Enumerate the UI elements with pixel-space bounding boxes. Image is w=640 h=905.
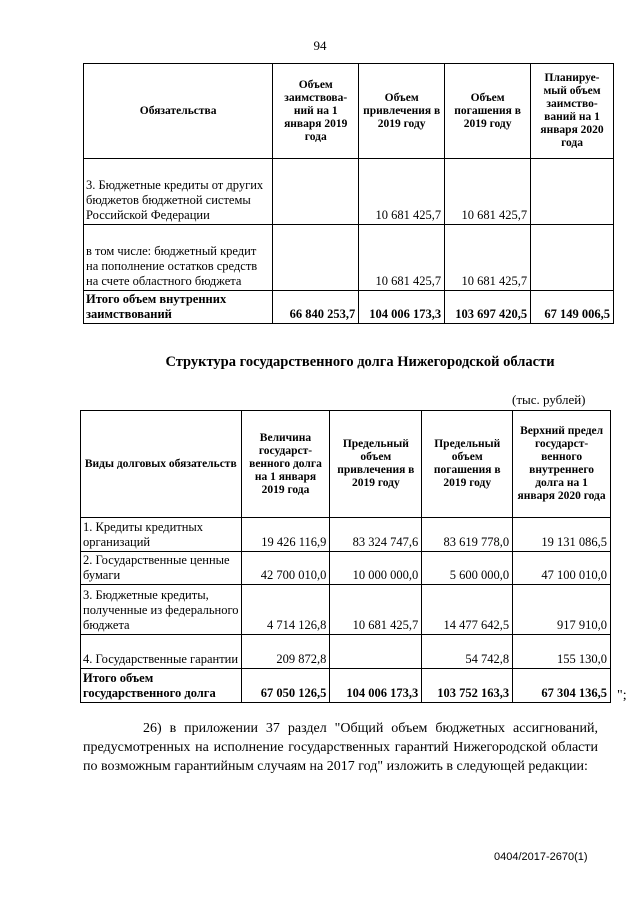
cell-value: 19 131 086,5 (513, 518, 611, 552)
borrowings-table (83, 63, 614, 324)
cell-value: 10 681 425,7 (445, 159, 531, 225)
column-header: Предельный объем погашения в 2019 году (422, 411, 513, 518)
cell-value: 103 697 420,5 (445, 291, 531, 324)
unit-note: (тыс. рублей) (512, 392, 586, 407)
cell-value: 19 426 116,9 (241, 518, 330, 552)
row-label: в том числе: бюджетный кредит на пополнение остатков средств на счете областного бюджета (84, 225, 273, 291)
cell-value: 10 681 425,7 (330, 585, 422, 635)
cell-value (531, 159, 614, 225)
cell-value: 14 477 642,5 (422, 585, 513, 635)
column-header: Объем заимствова- ний на 1 января 2019 года (273, 64, 359, 159)
column-header: Виды долговых обязательств (81, 411, 242, 518)
cell-value (273, 159, 359, 225)
cell-value: 917 910,0 (513, 585, 611, 635)
row-label: Итого объем внутренних заимствований (84, 291, 273, 324)
closing-quote: "; (617, 688, 627, 703)
debt-structure-table (80, 410, 611, 703)
row-label: 4. Государственные гарантии (81, 635, 242, 669)
table-row (81, 518, 611, 552)
column-header: Планируе- мый объем заимство- ваний на 1 января 2020 года (531, 64, 614, 159)
cell-value: 4 714 126,8 (241, 585, 330, 635)
cell-value (273, 225, 359, 291)
row-label: 3. Бюджетные кредиты, полученные из федерального бюджета (81, 585, 242, 635)
cell-value: 67 304 136,5 (513, 669, 611, 703)
table-row (84, 159, 614, 225)
row-label: Итого объем государственного долга (81, 669, 242, 703)
column-header: Объем привлечения в 2019 году (359, 64, 445, 159)
column-header: Обязательства (84, 64, 273, 159)
table-row (84, 225, 614, 291)
body-paragraph (83, 719, 598, 776)
paragraph-text: 26) в приложении 37 раздел "Общий объем бюджетных ассигнований, предусмотренных на исполнение государственных гарантий Нижегородской области по возможным гарантийным случаям на 2017 год" изложить в следующей редакции: (83, 721, 598, 774)
cell-value: 66 840 253,7 (273, 291, 359, 324)
row-label: 1. Кредиты кредитных организаций (81, 518, 242, 552)
cell-value: 54 742,8 (422, 635, 513, 669)
row-label: 3. Бюджетные кредиты от других бюджетов бюджетной системы Российской Федерации (84, 159, 273, 225)
table-header-row (84, 64, 614, 159)
table-row (81, 552, 611, 585)
row-label: 2. Государственные ценные бумаги (81, 552, 242, 585)
cell-value: 104 006 173,3 (330, 669, 422, 703)
column-header: Величина государст- венного долга на 1 января 2019 года (241, 411, 330, 518)
table-row (81, 585, 611, 635)
cell-value: 47 100 010,0 (513, 552, 611, 585)
cell-value: 103 752 163,3 (422, 669, 513, 703)
cell-value: 209 872,8 (241, 635, 330, 669)
column-header: Верхний предел государст- венного внутреннего долга на 1 января 2020 года (513, 411, 611, 518)
cell-value: 10 681 425,7 (445, 225, 531, 291)
cell-value: 83 324 747,6 (330, 518, 422, 552)
column-header: Предельный объем привлечения в 2019 году (330, 411, 422, 518)
cell-value: 5 600 000,0 (422, 552, 513, 585)
cell-value: 67 149 006,5 (531, 291, 614, 324)
cell-value: 67 050 126,5 (241, 669, 330, 703)
cell-value: 104 006 173,3 (359, 291, 445, 324)
table-row (81, 635, 611, 669)
cell-value: 10 681 425,7 (359, 159, 445, 225)
cell-value (330, 635, 422, 669)
section-title: Структура государственного долга Нижегородской области (165, 354, 555, 370)
cell-value: 10 000 000,0 (330, 552, 422, 585)
document-code: 0404/2017-2670(1) (494, 851, 588, 863)
table-total-row (81, 669, 611, 703)
cell-value: 83 619 778,0 (422, 518, 513, 552)
page-number: 94 (313, 38, 327, 53)
cell-value: 155 130,0 (513, 635, 611, 669)
table-total-row (84, 291, 614, 324)
cell-value (531, 225, 614, 291)
column-header: Объем погашения в 2019 году (445, 64, 531, 159)
cell-value: 42 700 010,0 (241, 552, 330, 585)
cell-value: 10 681 425,7 (359, 225, 445, 291)
table-header-row (81, 411, 611, 518)
